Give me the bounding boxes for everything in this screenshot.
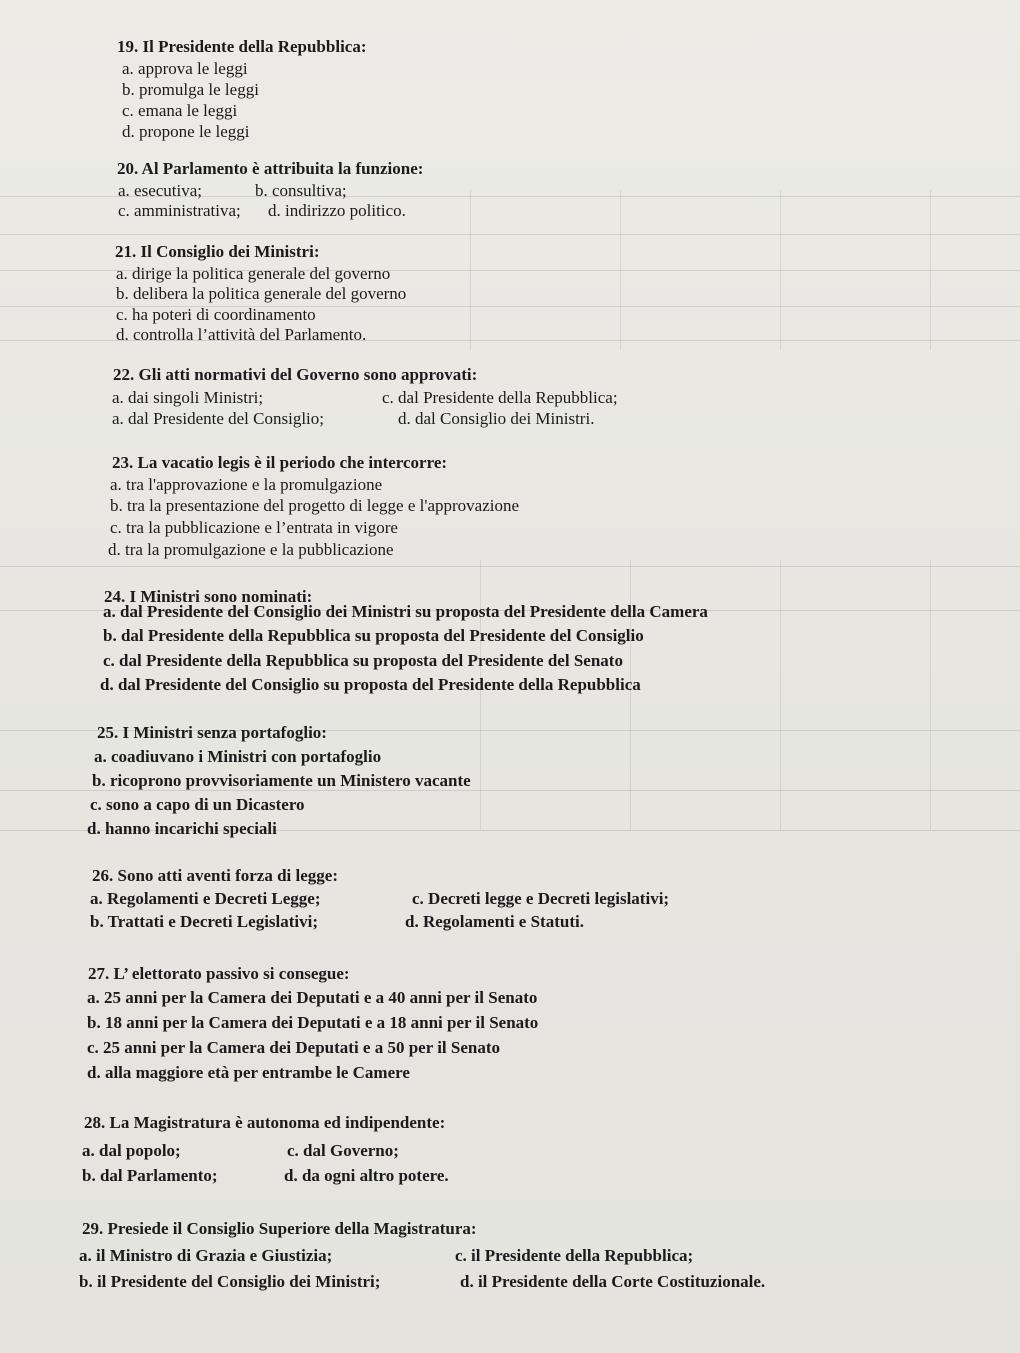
option-d: d. il Presidente della Corte Costituzionale.	[460, 1272, 766, 1291]
option-a: a. dal Presidente del Consiglio dei Ministri su proposta del Presidente della Camera	[103, 602, 708, 621]
option-b: b. il Presidente del Consiglio dei Ministri;	[79, 1272, 381, 1291]
option-c: c. tra la pubblicazione e l’entrata in vigore	[110, 518, 398, 537]
option-a: a. tra l'approvazione e la promulgazione	[110, 475, 383, 494]
question-title: 29. Presiede il Consiglio Superiore della Magistratura:	[82, 1219, 477, 1238]
option-d: d. indirizzo politico.	[268, 201, 406, 220]
option-d: d. dal Consiglio dei Ministri.	[398, 409, 595, 428]
option-b: b. tra la presentazione del progetto di legge e l'approvazione	[110, 496, 520, 515]
option-a: a. esecutiva;	[118, 181, 203, 200]
option-b: b. 18 anni per la Camera dei Deputati e a 18 anni per il Senato	[87, 1013, 539, 1032]
option-d: d. dal Presidente del Consiglio su proposta del Presidente della Repubblica	[100, 675, 641, 694]
question-title: 25. I Ministri senza portafoglio:	[97, 723, 327, 742]
option-c: c. dal Presidente della Repubblica su proposta del Presidente del Senato	[103, 651, 623, 670]
option-b: b. delibera la politica generale del governo	[116, 284, 407, 303]
question-title: 27. L’ elettorato passivo si consegue:	[88, 964, 350, 983]
option-c: c. dal Presidente della Repubblica;	[382, 388, 618, 407]
option-c: c. 25 anni per la Camera dei Deputati e a 50 per il Senato	[87, 1038, 501, 1057]
question-title: 21. Il Consiglio dei Ministri:	[115, 242, 320, 261]
question-title: 26. Sono atti aventi forza di legge:	[92, 866, 338, 885]
question-title: 19. Il Presidente della Repubblica:	[117, 37, 367, 56]
option-b: b. Trattati e Decreti Legislativi;	[90, 912, 319, 931]
question-title: 28. La Magistratura è autonoma ed indipendente:	[84, 1113, 446, 1132]
option-a: a. dai singoli Ministri;	[112, 388, 264, 407]
option-a: a. Regolamenti e Decreti Legge;	[90, 889, 321, 908]
option-a: a. il Ministro di Grazia e Giustizia;	[79, 1246, 333, 1265]
option-b: b. promulga le leggi	[122, 80, 259, 99]
option-c: c. amministrativa;	[118, 201, 241, 220]
option-a-2: a. dal Presidente del Consiglio;	[112, 409, 324, 428]
option-c: c. Decreti legge e Decreti legislativi;	[412, 889, 670, 908]
option-a: a. dirige la politica generale del governo	[116, 264, 391, 283]
option-b: b. consultiva;	[255, 181, 347, 200]
option-a: a. 25 anni per la Camera dei Deputati e a 40 anni per il Senato	[87, 988, 538, 1007]
question-title: 22. Gli atti normativi del Governo sono approvati:	[113, 365, 478, 384]
option-b: b. dal Presidente della Repubblica su proposta del Presidente del Consiglio	[103, 626, 644, 645]
option-c: c. il Presidente della Repubblica;	[455, 1246, 694, 1265]
question-title: 20. Al Parlamento è attribuita la funzione:	[117, 159, 424, 178]
option-c: c. ha poteri di coordinamento	[116, 305, 316, 324]
option-a: a. approva le leggi	[122, 59, 248, 78]
option-b: b. dal Parlamento;	[82, 1166, 218, 1185]
question-title: 23. La vacatio legis è il periodo che intercorre:	[112, 453, 448, 472]
option-d: d. propone le leggi	[122, 122, 250, 141]
option-c: c. sono a capo di un Dicastero	[90, 795, 305, 814]
option-d: d. alla maggiore età per entrambe le Camere	[87, 1063, 410, 1082]
option-d: d. da ogni altro potere.	[284, 1166, 449, 1185]
question-title: 24. I Ministri sono nominati:	[104, 587, 313, 606]
option-c: c. emana le leggi	[122, 101, 238, 120]
option-d: d. tra la promulgazione e la pubblicazione	[108, 540, 394, 559]
option-b: b. ricoprono provvisoriamente un Ministero vacante	[92, 771, 471, 790]
option-d: d. hanno incarichi speciali	[87, 819, 277, 838]
option-d: d. controlla l’attività del Parlamento.	[116, 325, 367, 344]
option-c: c. dal Governo;	[287, 1141, 399, 1160]
option-a: a. dal popolo;	[82, 1141, 181, 1160]
option-a: a. coadiuvano i Ministri con portafoglio	[94, 747, 382, 766]
option-d: d. Regolamenti e Statuti.	[405, 912, 584, 931]
